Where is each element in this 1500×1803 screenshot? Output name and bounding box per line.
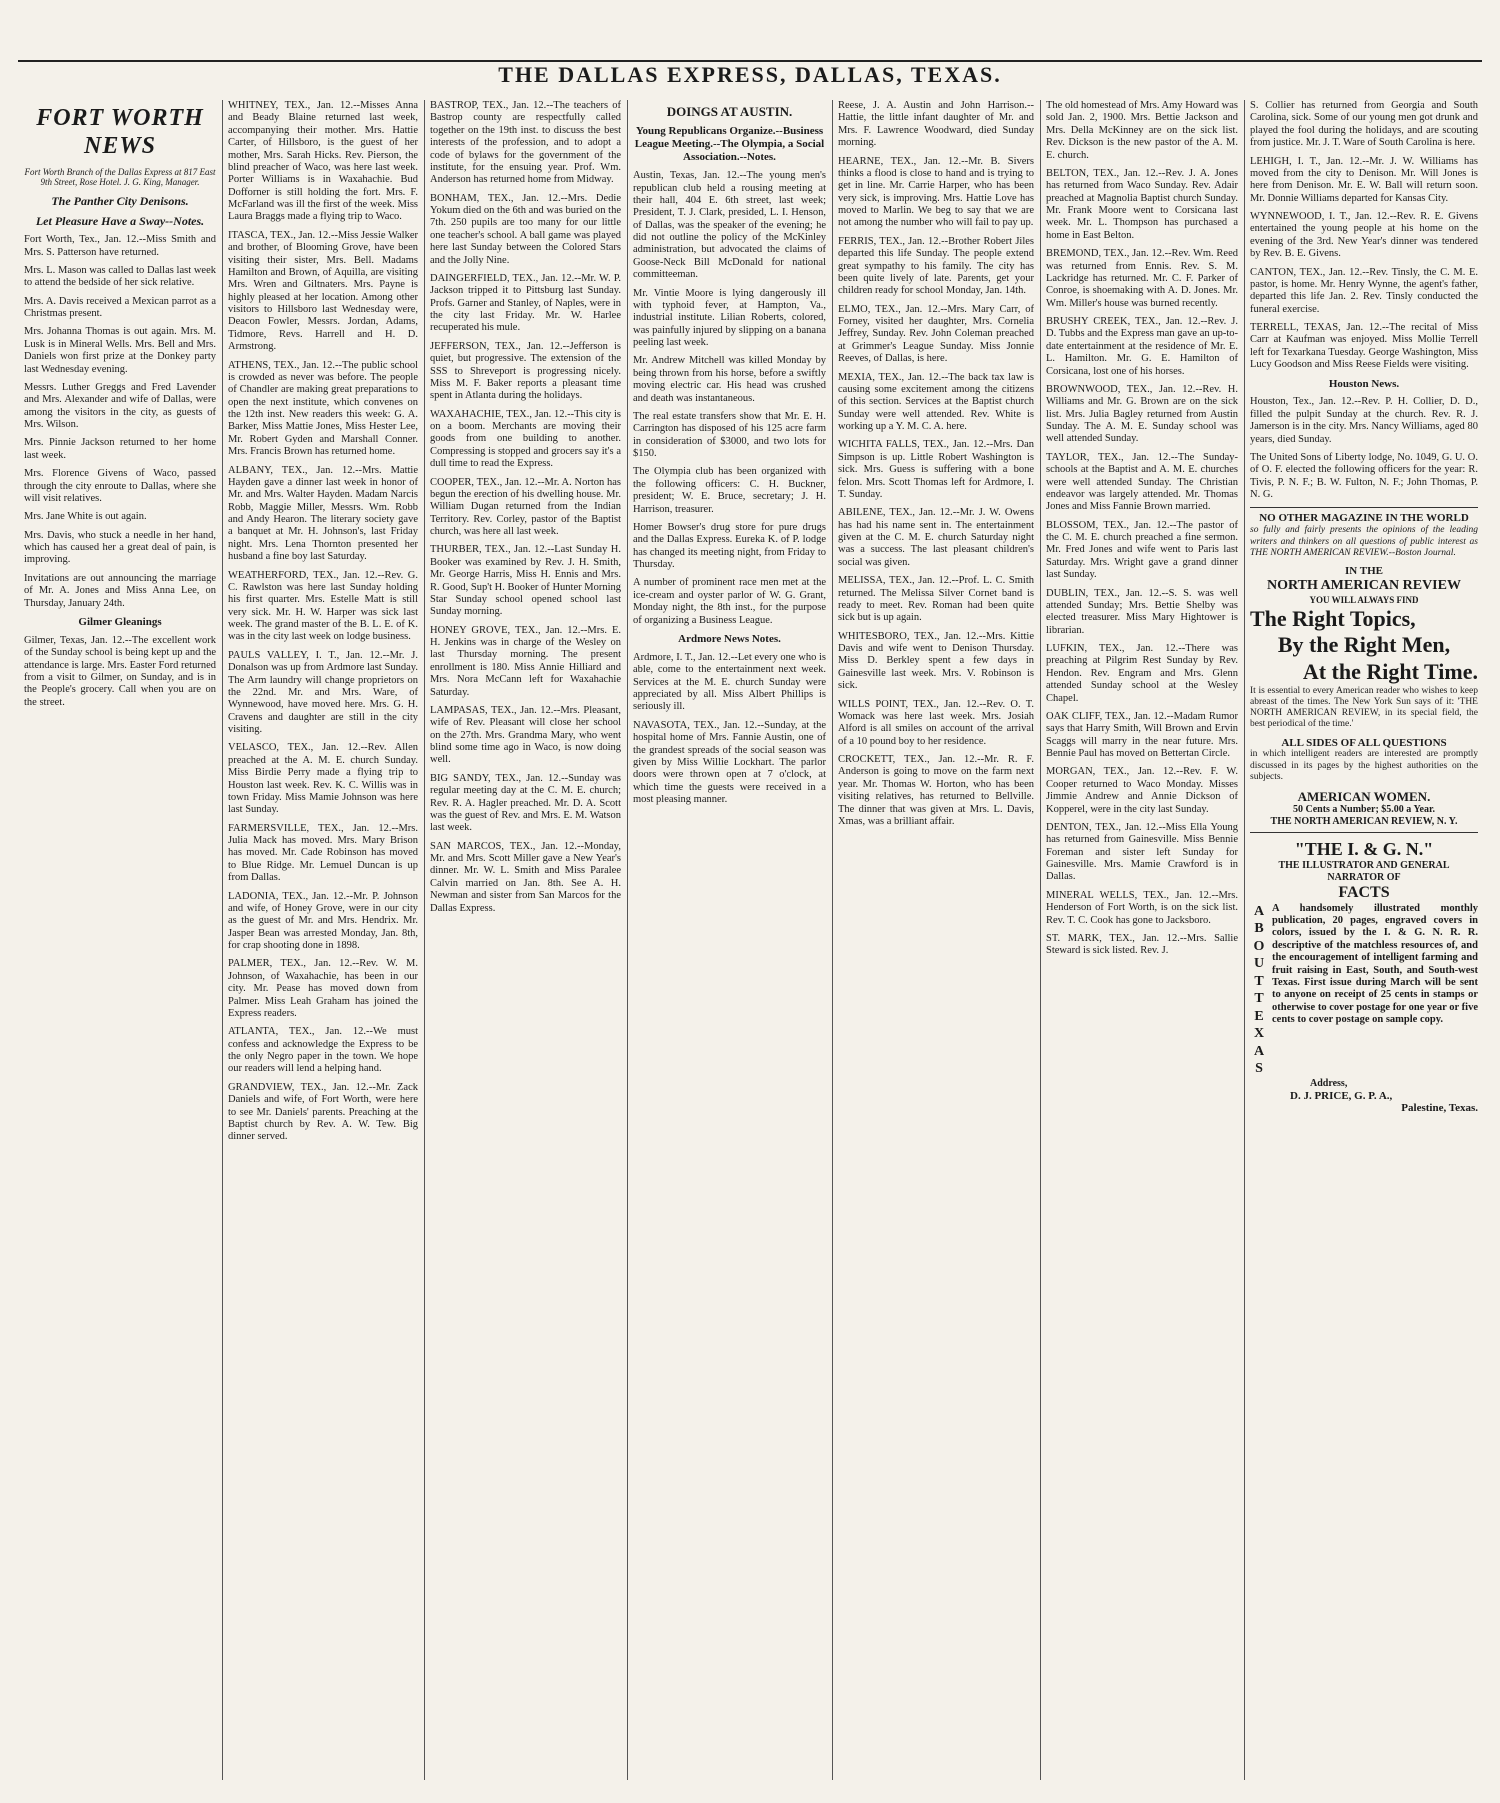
column-rule: [424, 100, 425, 1780]
column-rule: [1244, 100, 1245, 1780]
column-rule: [222, 100, 223, 1780]
news-paragraph: ATHENS, TEX., Jan. 12.--The public school is crowded as never was before. The people of Chandler are making great preparations to open the next institute, which convenes on the 12th inst. New readers this week: G. A. Barker, Miss Mattie Jones, Miss Hester Lee, Mr. Robert Gyden and Marshall Conner. Mrs. Francis Brown has returned home.: [228, 359, 418, 458]
news-paragraph: Gilmer, Texas, Jan. 12.--The excellent work of the Sunday school is being kept up and the attendance is large. Mrs. Easter Ford returned from a visit to Gilmer, on Sunday, and is in the People's grocery. Call when you are on the street.: [24, 634, 216, 708]
ad-all-sides: ALL SIDES OF ALL QUESTIONS: [1281, 736, 1447, 749]
ad-slogan-line: By the Right Men,: [1277, 632, 1451, 658]
news-paragraph: ABILENE, TEX., Jan. 12.--Mr. J. W. Owens has had his name sent in. The entertainment given at the C. M. E. church Saturday night was a success. The last pleasant children's social was given.: [838, 507, 1034, 568]
ad-in-the: IN THE: [1344, 565, 1383, 578]
letter: A: [1253, 1043, 1265, 1059]
ad-body: in which intelligent readers are interested are promptly discussed in its pages by the highest authorities on the subjects.: [1250, 749, 1478, 782]
news-paragraph: BIG SANDY, TEX., Jan. 12.--Sunday was regular meeting day at the C. M. E. church; Rev. R. A. Hagler preached. Mr. D. A. Scott was the guest of Rev. and Mrs. E. M. Watson last week.: [430, 772, 621, 834]
column-6: [1046, 100, 1238, 1780]
letter: X: [1253, 1026, 1265, 1042]
column-rule: [627, 100, 628, 1780]
news-paragraph: SAN MARCOS, TEX., Jan. 12.--Monday, Mr. and Mrs. Scott Miller gave a New Year's dinner. Mr. W. L. Smith and Miss Paralee Calvin married on Jan. 8th. See A. H. Newman and sister from San Marcos for the Dallas Express.: [430, 840, 621, 914]
austin-subheadline: Young Republicans Organize.--Business League Meeting.--The Olympia, a Social Association.--Notes.: [634, 125, 825, 164]
ad-ign-facts: FACTS: [1338, 883, 1390, 901]
news-paragraph: OAK CLIFF, TEX., Jan. 12.--Madam Rumor says that Harry Smith, Will Brown and Ervin Scaggs will marry in the near future. Mrs. Bennie Paul has moved on Bettertan Circle.: [1046, 710, 1238, 759]
news-paragraph: WILLS POINT, TEX., Jan. 12.--Rev. O. T. Womack was here last week. Mrs. Josiah Alford is all smiles on account of the arrival of a 10 pound boy to her residence.: [838, 698, 1034, 747]
news-paragraph: ITASCA, TEX., Jan. 12.--Miss Jessie Walker and brother, of Blooming Grove, have been visiting their sister, Mrs. Bell. Madams Hamilton and Brown, of Aquilla, are visiting Mrs. Wren and Giltnaters. Mrs. Payne is highly pleased at her location. Among other visitors to Hillsboro last Wednesday were, Deacon Fowler, Messrs. Jordan, Adams, Tidmore, Revs. Harrell and H. D. Armstrong.: [228, 229, 418, 353]
news-paragraph: MINERAL WELLS, TEX., Jan. 12.--Mrs. Henderson of Fort Worth, is on the sick list. Rev. T. C. Cook has gone to Jacksboro.: [1046, 889, 1238, 926]
news-paragraph: ST. MARK, TEX., Jan. 12.--Mrs. Sallie Steward is sick listed. Rev. J.: [1046, 932, 1238, 957]
news-paragraph: The United Sons of Liberty lodge, No. 1049, G. U. O. of O. F. elected the following officers for the year: R. Tivis, P. N. F.; B. W. Fulton, N. F.; John Thomas, P. N. G.: [1250, 451, 1478, 501]
news-paragraph: HEARNE, TEX., Jan. 12.--Mr. B. Sivers thinks a flood is close to hand and is trying to get in line. Mr. Carrie Harper, who has been very sick, is improving. Mrs. Hattie Love has moved to Marlin. We beg to say that we are not among the number who will fail to pay up.: [838, 155, 1034, 229]
about-texas-letters: [1250, 903, 1268, 1078]
news-paragraph: Messrs. Luther Greggs and Fred Lavender and Mrs. Alexander and wife of Dallas, were among the visitors in the city, as guests of Mrs. Wilson.: [24, 381, 216, 431]
column-2: [228, 100, 418, 1780]
news-paragraph: COOPER, TEX., Jan. 12.--Mr. A. Norton has begun the erection of his dwelling house. Mr. William Dugan returned from the Indian Territory. Rev. Corley, pastor of the Baptist church, was here all last week.: [430, 476, 621, 537]
news-paragraph: BELTON, TEX., Jan. 12.--Rev. J. A. Jones has returned from Waco Sunday. Rev. Adair preached at Magnolia Baptist church Sunday. Mr. Frank Moore went to Corsicana last week. Mr. L. Thompson has purchased a home in East Belton.: [1046, 167, 1238, 241]
section-heading-ardmore: Ardmore News Notes.: [678, 632, 781, 645]
news-paragraph: WAXAHACHIE, TEX., Jan. 12.--This city is on a boom. Merchants are moving their goods from one building to another. Compressing is stopped and grocers say it's a dull time to read the Express.: [430, 408, 621, 470]
ad-heading: NO OTHER MAGAZINE IN THE WORLD: [1259, 512, 1469, 525]
news-paragraph: Mrs. A. Davis received a Mexican parrot as a Christmas present.: [24, 295, 216, 320]
news-paragraph: The old homestead of Mrs. Amy Howard was sold Jan. 2, 1900. Mrs. Bettie Jackson and Mrs. Della McKinney are on the sick list. Rev. Dickson is the new pastor of the A. M. E. church.: [1046, 100, 1238, 161]
news-paragraph: WHITNEY, TEX., Jan. 12.--Misses Anna and Beady Blaine returned last week, accompanying their mother. Mrs. Hattie Carter, of Hillsboro, is the guest of her mother, Mrs. Sarah Hicks. Rev. Pierson, the blind preacher of Waco, was here last week. Porter Williams is in Waxahachie. Bud Dofforner is still holding the fort. Mrs. F. McFarland was ill the first of the week. Miss Laura Braggs made a flying trip to Waco.: [228, 100, 418, 223]
column-5: [838, 100, 1034, 1780]
column-7: [1250, 100, 1478, 1780]
news-paragraph: CROCKETT, TEX., Jan. 12.--Mr. R. F. Anderson is going to move on the farm next year. Mr. Thomas W. Horton, who has been visiting relatives, has returned to Bellville. The dinner that was given at Mrs. L. Davis, Xmas, was a brilliant affair.: [838, 754, 1034, 827]
news-paragraph: MORGAN, TEX., Jan. 12.--Rev. F. W. Cooper returned to Waco Monday. Misses Jimmie Andrew and Annie Dickson of Kopperel, were in the city last Sunday.: [1046, 766, 1238, 815]
column-1: [24, 100, 216, 1780]
news-paragraph: ATLANTA, TEX., Jan. 12.--We must confess and acknowledge the Express to be the only Negro paper in the town. We hope our readers will lend a helping hand.: [228, 1026, 418, 1075]
news-paragraph: DAINGERFIELD, TEX., Jan. 12.--Mr. W. P. Jackson tripped it to Pittsburg last Sunday. Profs. Garner and Stanley, of Naples, were in the city last Friday. Mr. W. Harlee recuperated his mule.: [430, 272, 621, 334]
news-paragraph: WEATHERFORD, TEX., Jan. 12.--Rev. G. C. Rawlston was here last Sunday holding his first quarter. Mrs. Estelle Matt is still very sick. Mr. H. W. Harper was sick last week. The grand master of the B. L. E. of K. was in the city last week on lodge business.: [228, 569, 418, 643]
news-paragraph: Ardmore, I. T., Jan. 12.--Let every one who is able, come to the entertainment next week. Services at the M. E. church Sunday were appreciated by all. Miss Albert Phillips is seriously ill.: [633, 651, 826, 713]
news-paragraph: MELISSA, TEX., Jan. 12.--Prof. L. C. Smith returned. The Melissa Silver Cornet band is ready to meet. Rev. Roman had been quite sick but is up again.: [838, 575, 1034, 624]
news-paragraph: PAULS VALLEY, I. T., Jan. 12.--Mr. J. Donalson was up from Ardmore last Sunday. The Arm laundry will change proprietors on the 22nd. Mr. and Mrs. Ware, of Wynnewood, have moved here. Mrs. G. H. Cravens and daughter are still in the city visiting.: [228, 649, 418, 735]
ad-slogan-line: The Right Topics,: [1250, 606, 1416, 632]
advertisement-ign-railroad: [1250, 839, 1478, 1115]
news-paragraph: ALBANY, TEX., Jan. 12.--Mrs. Mattie Hayden gave a dinner last week in honor of Mr. and Mrs. Walter Hayden. Madam Narcis Robb, Maggie Miller, Messrs. Wm. Robb and Andy Hearon. The literary society gave a banquet at Mr. H. Johnson's, last Friday night. Mrs. Lena Thornton presented her husband a fine boy last Saturday.: [228, 464, 418, 563]
news-paragraph: WICHITA FALLS, TEX., Jan. 12.--Mrs. Dan Simpson is up. Little Robert Washington is sick. Mrs. Guess is suffering with a bone felon. Mrs. Scott Thomas left for Ardmore, I. T. Sunday.: [838, 439, 1034, 500]
news-paragraph: The real estate transfers show that Mr. E. H. Carrington has disposed of his 125 acre farm in consideration of $3000, and two lots for $150.: [633, 410, 826, 460]
news-paragraph: LEHIGH, I. T., Jan. 12.--Mr. J. W. Williams has moved from the city to Denison. Mr. Will Jones is here from Denison. Mr. E. W. Ball will return soon. Mr. Donnie Williams departed for Kansas City.: [1250, 155, 1478, 204]
news-paragraph: BLOSSOM, TEX., Jan. 12.--The pastor of the C. M. E. church preached a fine sermon. Mr. Fred Jones and wife went to Paris last Saturday. Mrs. Wright gave a grand dinner last Sunday.: [1046, 519, 1238, 581]
news-paragraph: MEXIA, TEX., Jan. 12.--The back tax law is causing some excitement among the citizens of this section. Services at the Baptist church Sunday were well attended. Rev. White is working up a Y. M. C. A. here.: [838, 371, 1034, 432]
news-paragraph: GRANDVIEW, TEX., Jan. 12.--Mr. Zack Daniels and wife, of Fort Worth, were here to see Mr. Daniels' parents. Preaching at the Baptist church by Rev. A. W. Tew. Big dinner served.: [228, 1081, 418, 1143]
letter: T: [1254, 973, 1264, 989]
ad-ign-city: Palestine, Texas.: [1401, 1102, 1478, 1115]
news-paragraph: Mrs. Johanna Thomas is out again. Mrs. M. Lusk is in Mineral Wells. Mrs. Bell and Mrs. Daniels won first prize at the Donkey party last Wednesday evening.: [24, 326, 216, 375]
news-paragraph: Mrs. Florence Givens of Waco, passed through the city enroute to Dallas, where she will visit relatives.: [24, 468, 216, 504]
news-paragraph: Mr. Andrew Mitchell was killed Monday by being thrown from his horse, before a swiftly moving electric car. His head was crushed and death was instantaneous.: [633, 355, 826, 404]
news-paragraph: Mrs. Jane White is out again.: [24, 511, 147, 523]
news-paragraph: FERRIS, TEX., Jan. 12.--Brother Robert Jiles departed this life Sunday. The people extend great sympathy to his family. The city has been quite lively of late. Parents, get your children ready for school Monday, Jan. 14th.: [838, 235, 1034, 297]
section-heading-gilmer: Gilmer Gleanings: [78, 615, 162, 628]
ad-you-will-find: YOU WILL ALWAYS FIND: [1309, 594, 1419, 605]
column-rule: [1040, 100, 1041, 1780]
austin-headline: DOINGS AT AUSTIN.: [666, 104, 793, 119]
news-paragraph: BRUSHY CREEK, TEX., Jan. 12.--Rev. J. D. Tubbs and the Express man gave an up-to-date entertainment at the residence of Mr. E. L. Hamilton. Mr. G. E. Hamilton of Corsicana, lost one of his horses.: [1046, 316, 1238, 377]
news-paragraph: TERRELL, TEXAS, Jan. 12.--The recital of Miss Carr at Kaufman was enjoyed. Miss Mollie Terrell left for Texarkana Tuesday. George Washington, Miss Lucy Goodson and Miss Reese Fields were visiting.: [1250, 322, 1478, 371]
news-paragraph: LADONIA, TEX., Jan. 12.--Mr. P. Johnson and wife, of Honey Grove, were in our city as the guest of Mr. and Mrs. Hendrix. Mr. Jasper Bean was arrested Monday, Jan. 8th, for crap shooting done in 1898.: [228, 890, 418, 951]
news-paragraph: BONHAM, TEX., Jan. 12.--Mrs. Dedie Yokum died on the 6th and was buried on the 7th. 250 pupils are too many for our little one teacher's school. A ball game was played here last Sunday between the Colored Stars and the Jolly Nine.: [430, 192, 621, 266]
news-paragraph: LUFKIN, TEX., Jan. 12.--There was preaching at Pilgrim Rest Sunday by Rev. Hendon. Rev. Engram and Mrs. Glenn attended Sunday school at the Wesley Chapel.: [1046, 643, 1238, 704]
news-paragraph: Invitations are out announcing the marriage of Mr. A. Jones and Miss Anna Lee, on Thursday, January 24th.: [24, 572, 216, 609]
news-paragraph: S. Collier has returned from Georgia and South Carolina, sick. Some of our young men got drunk and played the fool during the holidays, and are scouting from justice. Mr. J. T. Ware of South Carolina is here.: [1250, 100, 1478, 149]
letter: O: [1253, 938, 1265, 954]
news-paragraph: Austin, Texas, Jan. 12.--The young men's republican club held a rousing meeting at their hall, 404 E. 6th street, last week; President, T. J. Clark, presided, L. I. Henson, of Dallas, was the speaker of the evening; he did not outline the policy of the McKinley administration, but advocated the claims of Goose-Neck Bill McDonald for national committeeman.: [633, 170, 826, 281]
news-paragraph: WYNNEWOOD, I. T., Jan. 12.--Rev. R. E. Givens entertained the young people at his home on the evening of the 3rd. New Year's dinner was tendered by Rev. B. E. Givens.: [1250, 211, 1478, 260]
news-paragraph: Reese, J. A. Austin and John Harrison.--Hattie, the little infant daughter of Mr. and Mrs. F. Lawrence Woodward, died Sunday morning.: [838, 100, 1034, 149]
subheading: The Panther City Denisons.: [51, 193, 189, 208]
ad-price: 50 Cents a Number; $5.00 a Year.: [1292, 804, 1436, 816]
ad-slogan-line: At the Right Time.: [1302, 658, 1478, 684]
letter: A: [1253, 903, 1265, 919]
news-paragraph: BROWNWOOD, TEX., Jan. 12.--Rev. H. Williams and Mr. G. Brown are on the sick list. Mrs. Julia Bagley returned from Austin Sunday. The A. M. E. Sunday school was well attended Sunday.: [1046, 383, 1238, 445]
news-paragraph: Houston, Tex., Jan. 12.--Rev. P. H. Collier, D. D., filled the pulpit Sunday at the church. Rev. R. J. Jamerson is in the city. Mrs. Nancy Williams, aged 80 years, died Sunday.: [1250, 396, 1478, 445]
news-paragraph: FARMERSVILLE, TEX., Jan. 12.--Mrs. Julia Mack has moved. Mrs. Mary Brison has moved. Mr. Cade Robinson has moved to Blue Ridge. Mr. Lemuel Duncan is up from Dallas.: [228, 822, 418, 884]
letter: S: [1255, 1061, 1263, 1077]
letter: U: [1253, 956, 1265, 972]
news-paragraph: PALMER, TEX., Jan. 12.--Rev. W. M. Johnson, of Waxahachie, has been in our city. Mr. Pease has moved down from Palmer. Miss Leah Graham has joined the Express readers.: [228, 958, 418, 1019]
masthead: THE DALLAS EXPRESS, DALLAS, TEXAS.: [498, 62, 1002, 87]
ad-body: so fully and fairly presents the opinions of the leading writers and thinkers on all questions of public interest as THE NORTH AMERICAN REVIEW.--Boston Journal.: [1250, 525, 1478, 558]
section-heading-houston: Houston News.: [1328, 377, 1400, 390]
advertisement-north-american-review: [1250, 507, 1478, 833]
column-4: [633, 100, 826, 1780]
ad-publisher: THE NORTH AMERICAN REVIEW, N. Y.: [1270, 816, 1458, 828]
column-3: [430, 100, 621, 1780]
news-paragraph: VELASCO, TEX., Jan. 12.--Rev. Allen preached at the A. M. E. church Sunday. Miss Birdie Perry made a flying trip to Houston last week. Rev. K. C. Willis was in town Friday. Miss Mamie Johnson was here last Sunday.: [228, 742, 418, 816]
news-paragraph: JEFFERSON, TEX., Jan. 12.--Jefferson is quiet, but progressive. The extension of the SSS to Shreveport is progressing nicely. Miss M. F. Baker reports a pleasant time spent in Atlanta during the holidays.: [430, 340, 621, 402]
ad-ign-address-label: Address,: [1310, 1077, 1348, 1089]
fort-worth-headline: FORT WORTH NEWS: [36, 105, 204, 160]
news-paragraph: DUBLIN, TEX., Jan. 12.--S. S. was well attended Sunday; Mrs. Bettie Shelby was elected treasurer. Miss Mary Hightower is librarian.: [1046, 587, 1238, 636]
letter: B: [1254, 921, 1264, 937]
letter: T: [1254, 991, 1264, 1007]
news-paragraph: A number of prominent race men met at the ice-cream and oyster parlor of W. G. Grant, Monday night, the 8th inst., for the purpose of organizing a Business League.: [633, 577, 826, 626]
ad-ign-contact-name: D. J. PRICE, G. P. A.,: [1290, 1089, 1393, 1102]
news-paragraph: TAYLOR, TEX., Jan. 12.--The Sunday-schools at the Baptist and A. M. E. churches were well attended Sunday. The Christian endeavor was largely attended. Mr. Thomas Jones and Miss Fannie Brown married.: [1046, 451, 1238, 513]
news-paragraph: ELMO, TEX., Jan. 12.--Mrs. Mary Carr, of Forney, visited her daughter, Mrs. Cornelia Jeffrey, Sunday. Rev. John Coleman preached at Grimmer's League Sunday. Miss Jonnie Reeves, of Dallas, is here.: [838, 303, 1034, 365]
ad-ign-body: A handsomely illustrated monthly publication, 20 pages, engraved covers in colors, issued by the I. & G. N. R. R. descriptive of the matchless resources of, and the encouragement of intelligent farming and fruit raising in East, South, and South-west Texas. First issue during March will be sent to anyone on receipt of 25 cents in stamps or otherwise to cover postage for one year or five cents to cover postage on sample copy.: [1272, 902, 1478, 1026]
ad-body: It is essential to every American reader who wishes to keep abreast of the times. The New York Sun says of it: 'THE NORTH AMERICAN REVIEW, in its special field, the best periodical of the time.': [1250, 685, 1478, 730]
news-paragraph: Mr. Vintie Moore is lying dangerously ill with typhoid fever, at Hampton, Va., industrial institute. Lilian Roberts, colored, was painfully injured by slipping on a banana peeling last week.: [633, 287, 826, 349]
news-paragraph: Mrs. Davis, who stuck a needle in her hand, which has caused her a great deal of pain, is improving.: [24, 529, 216, 566]
news-paragraph: HONEY GROVE, TEX., Jan. 12.--Mrs. E. H. Jenkins was in charge of the Wesley on last Thursday morning. The present enrollment is 180. Miss Annie Hilliard and Mrs. Nora McCann left for Waxahachie Saturday.: [430, 624, 621, 698]
news-paragraph: The Olympia club has been organized with the following officers: C. H. Buckner, president; W. E. Bruce, secretary; J. H. Harrison, treasurer.: [633, 466, 826, 515]
ad-magazine-name: NORTH AMERICAN REVIEW: [1267, 578, 1461, 594]
column-rule: [832, 100, 833, 1780]
news-paragraph: DENTON, TEX., Jan. 12.--Miss Ella Young has returned from Gainesville. Miss Bennie Foreman and sister left Sunday for Gainesville. Mrs. Mamie Crawford is in Dallas.: [1046, 821, 1238, 883]
news-paragraph: THURBER, TEX., Jan. 12.--Last Sunday H. Booker was examined by Rev. J. H. Smith, Mr. George Harris, Miss H. Ennis and Mrs. R. Good, Sup't H. Booker of Hunter Morning Star Sunday school opened school last Sunday morning.: [430, 544, 621, 618]
news-paragraph: BREMOND, TEX., Jan. 12.--Rev. Wm. Reed was returned from Ennis. Rev. S. M. Lackridge has returned. Mr. C. F. Parker of Conroe, is shoemaking with A. D. Jones. Mr. Wm. Miller's house was burned recently.: [1046, 248, 1238, 309]
news-paragraph: Mrs. L. Mason was called to Dallas last week to attend the bedside of her sick relative.: [24, 264, 216, 289]
news-paragraph: BASTROP, TEX., Jan. 12.--The teachers of Bastrop county are respectfully called together on the 19th inst. to discuss the best interests of the profession, and to adopt a code of bylaws for the government of the institute, for the ensuing year. Prof. Wm. Anderson has returned home from Midway.: [430, 100, 621, 186]
news-paragraph: Mrs. Pinnie Jackson returned to her home last week.: [24, 437, 216, 461]
news-paragraph: WHITESBORO, TEX., Jan. 12.--Mrs. Kittie Davis and wife went to Denison Thursday. Miss D. Berkley spent a few days in Gainesville last week. Mrs. V. Robinson is sick.: [838, 630, 1034, 692]
subheading: Let Pleasure Have a Sway--Notes.: [35, 214, 205, 228]
news-paragraph: CANTON, TEX., Jan. 12.--Rev. Tinsly, the C. M. E. pastor, is home. Mr. Henry Wynne, the agent's father, departed this life Jan. 2. Rev. Tinsly conducted the funeral exercise.: [1250, 266, 1478, 315]
news-paragraph: LAMPASAS, TEX., Jan. 12.--Mrs. Pleasant, wife of Rev. Pleasant will close her school on the 27th. Mrs. Grandma Mary, who went blind some time ago in Waco, is now doing well.: [430, 704, 621, 766]
ad-ign-subtitle: THE ILLUSTRATOR AND GENERAL NARRATOR OF: [1278, 860, 1450, 884]
news-paragraph: Fort Worth, Tex., Jan. 12.--Miss Smith and Mrs. S. Patterson have returned.: [24, 234, 216, 258]
ad-american-women: AMERICAN WOMEN.: [1297, 789, 1431, 805]
fort-worth-tagline: Fort Worth Branch of the Dallas Express at 817 East 9th Street, Rose Hotel. J. G. King, Manager.: [24, 166, 216, 188]
news-paragraph: NAVASOTA, TEX., Jan. 12.--Sunday, at the hospital home of Mrs. Fannie Austin, one of the grandest spreads of the social season was given by Miss Willie Lockhart. The parlor doors were thrown open at 7 o'clock, at which time the guests were received in a most pleasing manner.: [633, 719, 826, 806]
letter: E: [1254, 1008, 1264, 1024]
ad-ign-title: "THE I. & G. N.": [1294, 839, 1434, 860]
news-paragraph: Homer Bowser's drug store for pure drugs and the Dallas Express. Eureka K. of P. lodge has changed its meeting night, from Friday to Thursday.: [633, 521, 826, 571]
